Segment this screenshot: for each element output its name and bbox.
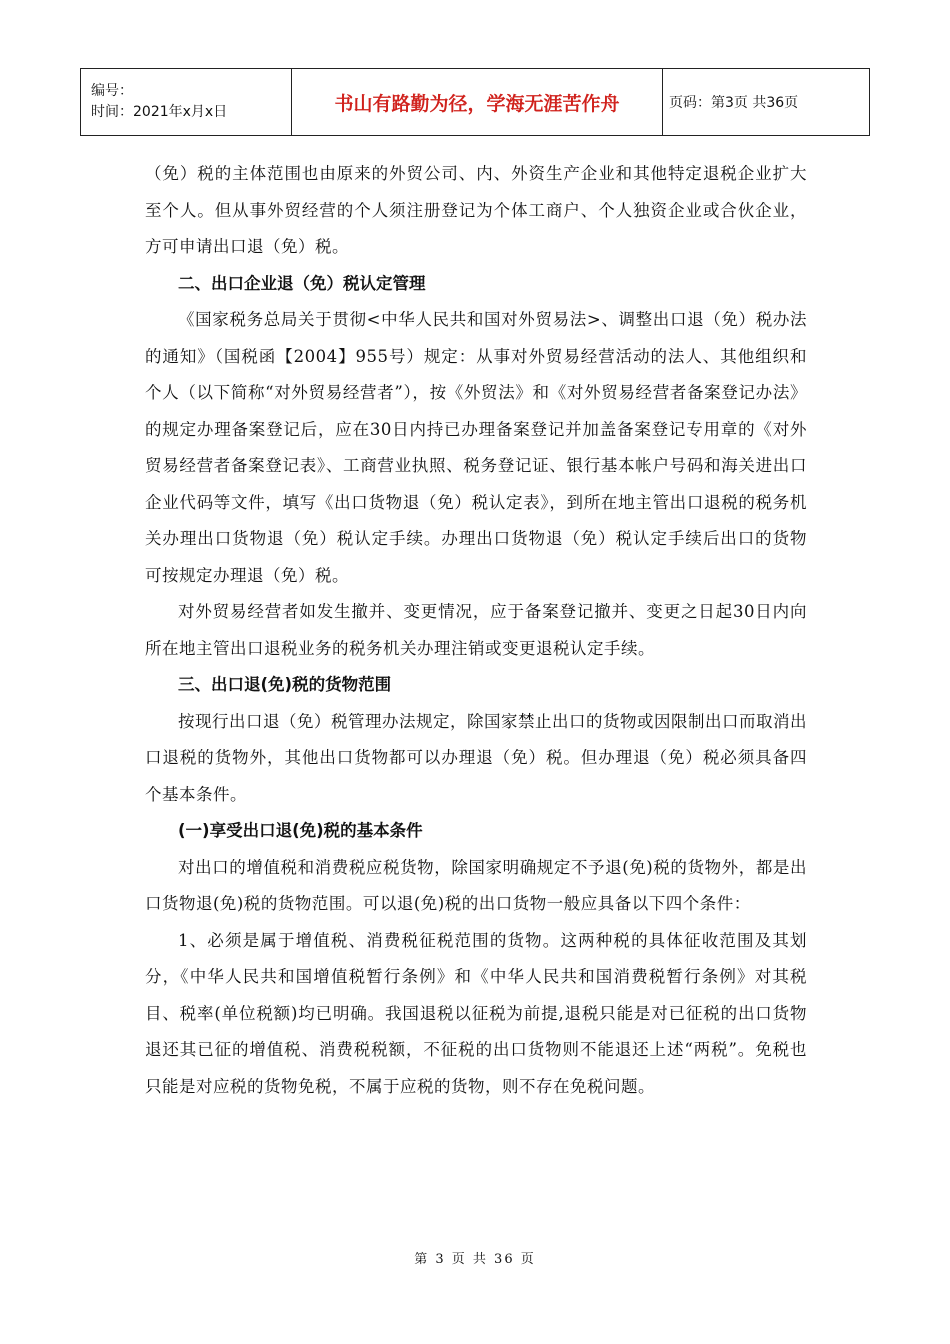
document-body (145, 156, 807, 1105)
paragraph-2: 《国家税务总局关于贯彻<中华人民共和国对外贸易法>、调整出口退（免）税办法的通知》（国税函【2004】955号）规定：从事对外贸易经营活动的法人、其他组织和个人（以下简称“对外贸易经营者”），按《外贸法》和《对外贸易经营者备案登记办法》的规定办理备案登记后，应在30日内持已办理备案登记并加盖备案登记专用章的《对外贸易经营者备案登记表》、工商营业执照、税务登记证、银行基本帐户号码和海关进出口企业代码等文件，填写《出口货物退（免）税认定表》，到所在地主管出口退税的税务机关办理出口货物退（免）税认定手续。办理出口货物退（免）税认定手续后出口的货物可按规定办理退（免）税。 (145, 310, 807, 585)
header-time-label: 时间：2021年x月x日 (91, 104, 228, 120)
header-number-label: 编号： (91, 83, 133, 99)
header-meta-cell (81, 69, 292, 136)
paragraph-5: 对出口的增值税和消费税应税货物，除国家明确规定不予退(免)税的货物外，都是出口货物退(免)税的货物范围。可以退(免)税的出口货物一般应具备以下四个条件： (145, 857, 807, 913)
paragraph-1: （免）税的主体范围也由原来的外贸公司、内、外资生产企业和其他特定退税企业扩大至个人。但从事外贸经营的个人须注册登记为个体工商户、个人独资企业或合伙企业，方可申请出口退（免）税。 (145, 164, 807, 256)
paragraph-6: 1、必须是属于增值税、消费税征税范围的货物。这两种税的具体征收范围及其划分，《中华人民共和国增值税暂行条例》和《中华人民共和国消费税暂行条例》对其税目、税率(单位税额)均已明确。我国退税以征税为前提,退税只能是对已征税的出口货物退还其已征的增值税、消费税税额，不征税的出口货物则不能退还上述“两税”。免税也只能是对应税的货物免税，不属于应税的货物，则不存在免税问题。 (145, 930, 807, 1096)
paragraph-4: 按现行出口退（免）税管理办法规定，除国家禁止出口的货物或因限制出口而取消出口退税的货物外，其他出口货物都可以办理退（免）税。但办理退（免）税必须具备四个基本条件。 (145, 711, 807, 804)
document-header (80, 68, 870, 136)
section-heading-2: 二、出口企业退（免）税认定管理 (178, 273, 426, 293)
page-footer: 第 3 页 共 36 页 (414, 1252, 536, 1267)
section-heading-3: 三、出口退(免)税的货物范围 (178, 675, 392, 694)
header-page-info: 页码：第3页 共36页 (663, 69, 870, 136)
paragraph-3: 对外贸易经营者如发生撤并、变更情况，应于备案登记撤并、变更之日起30日内向所在地主管出口退税业务的税务机关办理注销或变更退税认定手续。 (145, 602, 807, 658)
header-motto: 书山有路勤为径，学海无涯苦作舟 (292, 69, 663, 136)
subsection-heading-1: (一)享受出口退(免)税的基本条件 (178, 821, 423, 840)
